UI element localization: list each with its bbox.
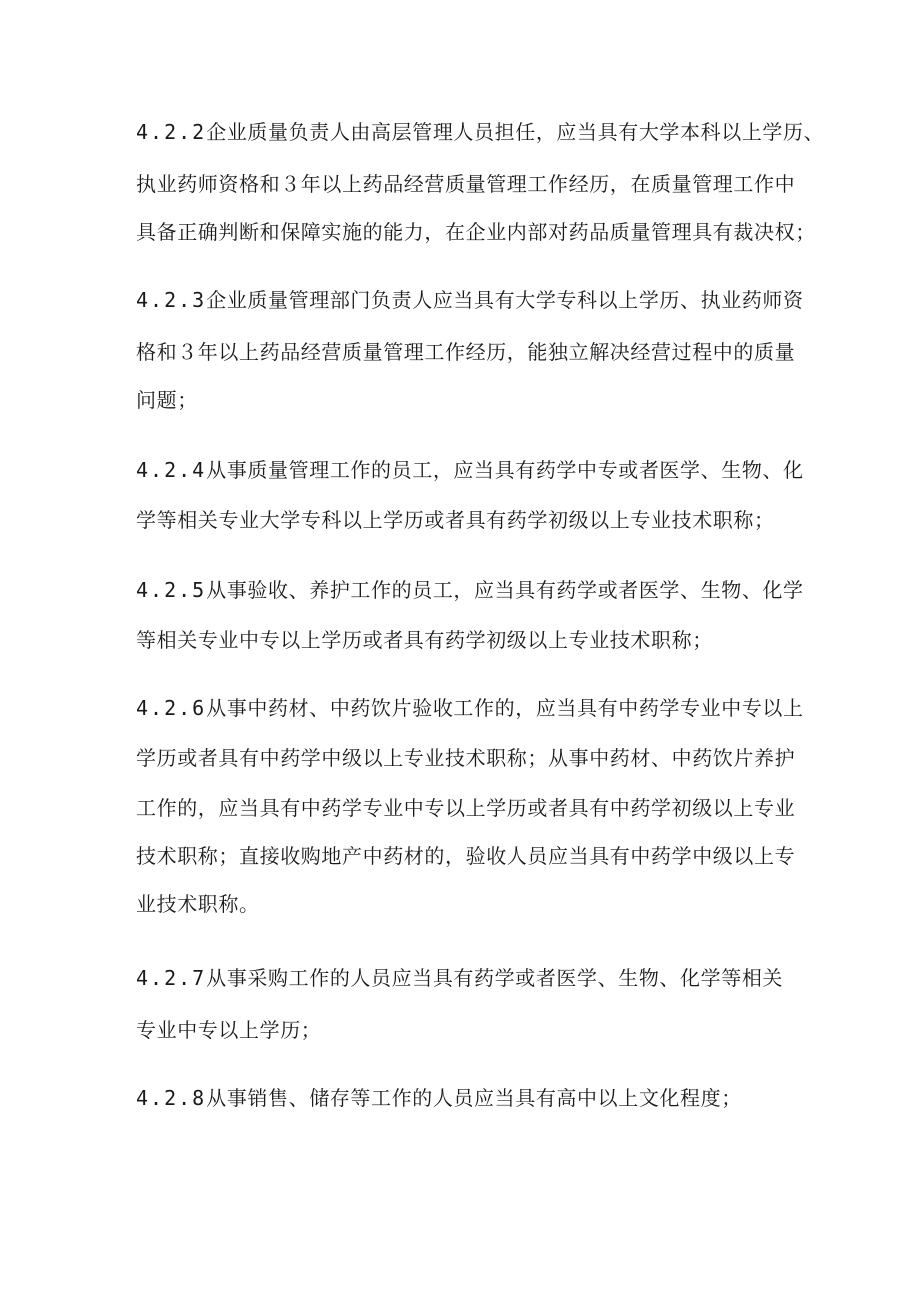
section-4-2-6-line-4: 技术职称；直接收购地产中药材的，验收人员应当具有中药学中级以上专 xyxy=(136,844,796,868)
section-4-2-7-line-2: 专业中专以上学历； xyxy=(136,1018,322,1042)
section-text: 从事验收、养护工作的员工，应当具有药学或者医学、生物、化学 xyxy=(206,578,804,602)
section-4-2-7-line-1 xyxy=(136,964,783,992)
section-4-2-5-line-2: 等相关专业中专以上学历或者具有药学初级以上专业技术职称； xyxy=(136,628,713,652)
section-4-2-8-line-1 xyxy=(136,1084,742,1112)
section-4-2-3-line-2: 格和３年以上药品经营质量管理工作经历，能独立解决经营过程中的质量 xyxy=(136,340,796,364)
section-4-2-6-line-5: 业技术职称。 xyxy=(136,892,260,916)
section-text: 从事质量管理工作的员工，应当具有药学中专或者医学、生物、化 xyxy=(206,458,804,482)
section-4-2-2-line-3: 具备正确判断和保障实施的能力，在企业内部对药品质量管理具有裁决权； xyxy=(136,220,816,244)
section-4-2-6-line-3: 工作的，应当具有中药学专业中专以上学历或者具有中药学初级以上专业 xyxy=(136,796,796,820)
section-4-2-3-line-1 xyxy=(136,286,804,314)
section-text: 企业质量管理部门负责人应当具有大学专科以上学历、执业药师资 xyxy=(206,288,804,312)
section-number: 4.2.7 xyxy=(136,966,207,990)
section-4-2-5-line-1 xyxy=(136,576,804,604)
section-number: 4.2.2 xyxy=(136,120,207,144)
section-4-2-2-line-2: 执业药师资格和３年以上药品经营质量管理工作经历，在质量管理工作中 xyxy=(136,172,796,196)
section-number: 4.2.6 xyxy=(136,696,207,720)
section-4-2-6-line-2: 学历或者具有中药学中级以上专业技术职称；从事中药材、中药饮片养护 xyxy=(136,746,796,770)
section-number: 4.2.4 xyxy=(136,458,207,482)
section-4-2-6-line-1 xyxy=(136,694,804,722)
section-number: 4.2.3 xyxy=(136,288,207,312)
section-4-2-4-line-2: 学等相关专业大学专科以上学历或者具有药学初级以上专业技术职称； xyxy=(136,508,775,532)
section-4-2-4-line-1 xyxy=(136,456,804,484)
section-text: 从事采购工作的人员应当具有药学或者医学、生物、化学等相关 xyxy=(206,966,784,990)
section-number: 4.2.8 xyxy=(136,1086,207,1110)
section-4-2-3-line-3: 问题； xyxy=(136,388,198,412)
section-text: 企业质量负责人由高层管理人员担任，应当具有大学本科以上学历、 xyxy=(206,120,825,144)
section-text: 从事销售、储存等工作的人员应当具有高中以上文化程度； xyxy=(206,1086,742,1110)
section-text: 从事中药材、中药饮片验收工作的，应当具有中药学专业中专以上 xyxy=(206,696,804,720)
section-4-2-2-line-1 xyxy=(136,118,824,146)
section-number: 4.2.5 xyxy=(136,578,207,602)
